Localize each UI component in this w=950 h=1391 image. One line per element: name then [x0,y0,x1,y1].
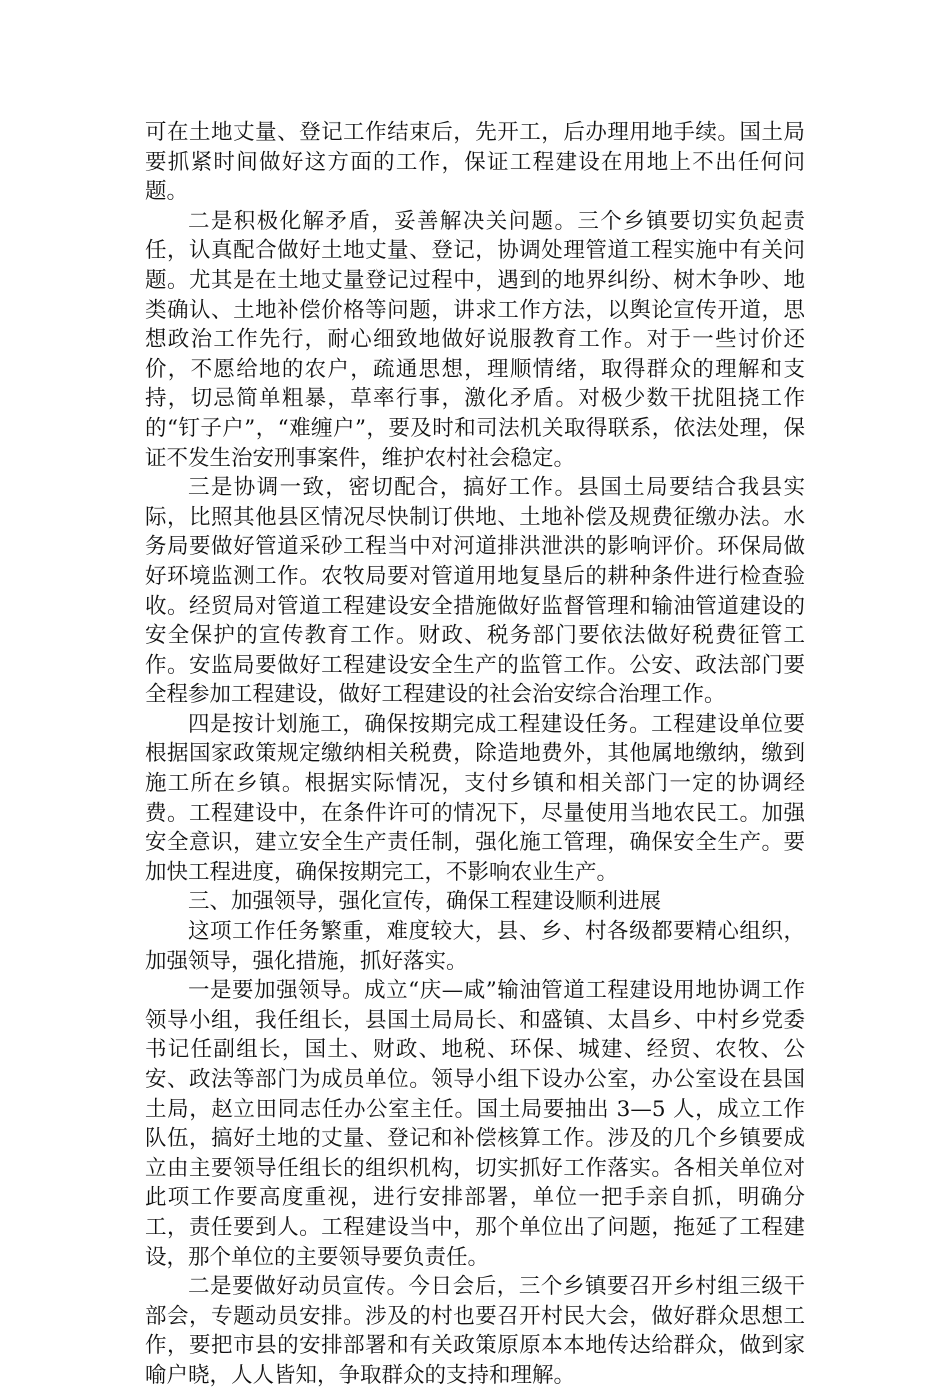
paragraph-4: 四是按计划施工，确保按期完成工程建设任务。工程建设单位要根据国家政策规定缴纳相关税费，除造地费外，其他属地缴纳，缴到施工所在乡镇。根据实际情况，支付乡镇和相关部门一定的协调经费。工程建设中，在条件许可的情况下，尽量使用当地农民工。加强安全意识，建立安全生产责任制，强化施工管理，确保安全生产。要加快工程进度，确保按期完工，不影响农业生产。 [145,711,805,885]
paragraph-6: 一是要加强领导。成立“庆—咸”输油管道工程建设用地协调工作领导小组，我任组长，县国土局局长、和盛镇、太昌乡、中村乡党委书记任副组长，国土、财政、地税、环保、城建、经贸、农牧、公安、政法等部门为成员单位。领导小组下设办公室，办公室设在县国土局，赵立田同志任办公室主任。国土局要抽出 3—5 人，成立工作队伍，搞好土地的丈量、登记和补偿核算工作。涉及的几个乡镇要成立由主要领导任组长的组织机构，切实抓好工作落实。各相关单位对此项工作要高度重视，进行安排部署，单位一把手亲自抓，明确分工，责任要到人。工程建设当中，那个单位出了问题，拖延了工程建设，那个单位的主要领导要负责任。 [145,978,805,1270]
paragraph-2: 二是积极化解矛盾，妥善解决关问题。三个乡镇要切实负起责任，认真配合做好土地丈量、登记，协调处理管道工程实施中有关问题。尤其是在土地丈量登记过程中，遇到的地界纠纷、树木争吵、地类确认、土地补偿价格等问题，讲求工作方法，以舆论宣传开道，思想政治工作先行，耐心细致地做好说服教育工作。对于一些讨价还价，不愿给地的农户，疏通思想，理顺情绪，取得群众的理解和支持，切忌简单粗暴，草率行事，激化矛盾。对极少数干扰阻挠工作的“钉子户”，“难缠户”，要及时和司法机关取得联系，依法处理，保证不发生治安刑事案件，维护农村社会稳定。 [145,208,805,471]
paragraph-5: 这项工作任务繁重，难度较大，县、乡、村各级都要精心组织，加强领导，强化措施，抓好落实。 [145,919,805,974]
paragraph-3: 三是协调一致，密切配合，搞好工作。县国土局要结合我县实际，比照其他县区情况尽快制订供地、土地补偿及规费征缴办法。水务局要做好管道采砂工程当中对河道排洪泄洪的影响评价。环保局做好环境监测工作。农牧局要对管道用地复垦后的耕种条件进行检查验收。经贸局对管道工程建设安全措施做好监督管理和输油管道建设的安全保护的宣传教育工作。财政、税务部门要依法做好税费征管工作。安监局要做好工程建设安全生产的监管工作。公安、政法部门要全程参加工程建设，做好工程建设的社会治安综合治理工作。 [145,475,805,708]
document-page [145,118,805,1391]
paragraph-1: 可在土地丈量、登记工作结束后，先开工，后办理用地手续。国土局要抓紧时间做好这方面的工作，保证工程建设在用地上不出任何问题。 [145,120,805,205]
paragraph-7: 二是要做好动员宣传。今日会后，三个乡镇要召开乡村组三级干部会，专题动员安排。涉及的村也要召开村民大会，做好群众思想工作，要把市县的安排部署和有关政策原原本本地传达给群众，做到家喻户晓，人人皆知，争取群众的支持和理解。 [145,1274,805,1388]
section-heading-3: 三、加强领导，强化宣传，确保工程建设顺利进展 [188,889,662,915]
